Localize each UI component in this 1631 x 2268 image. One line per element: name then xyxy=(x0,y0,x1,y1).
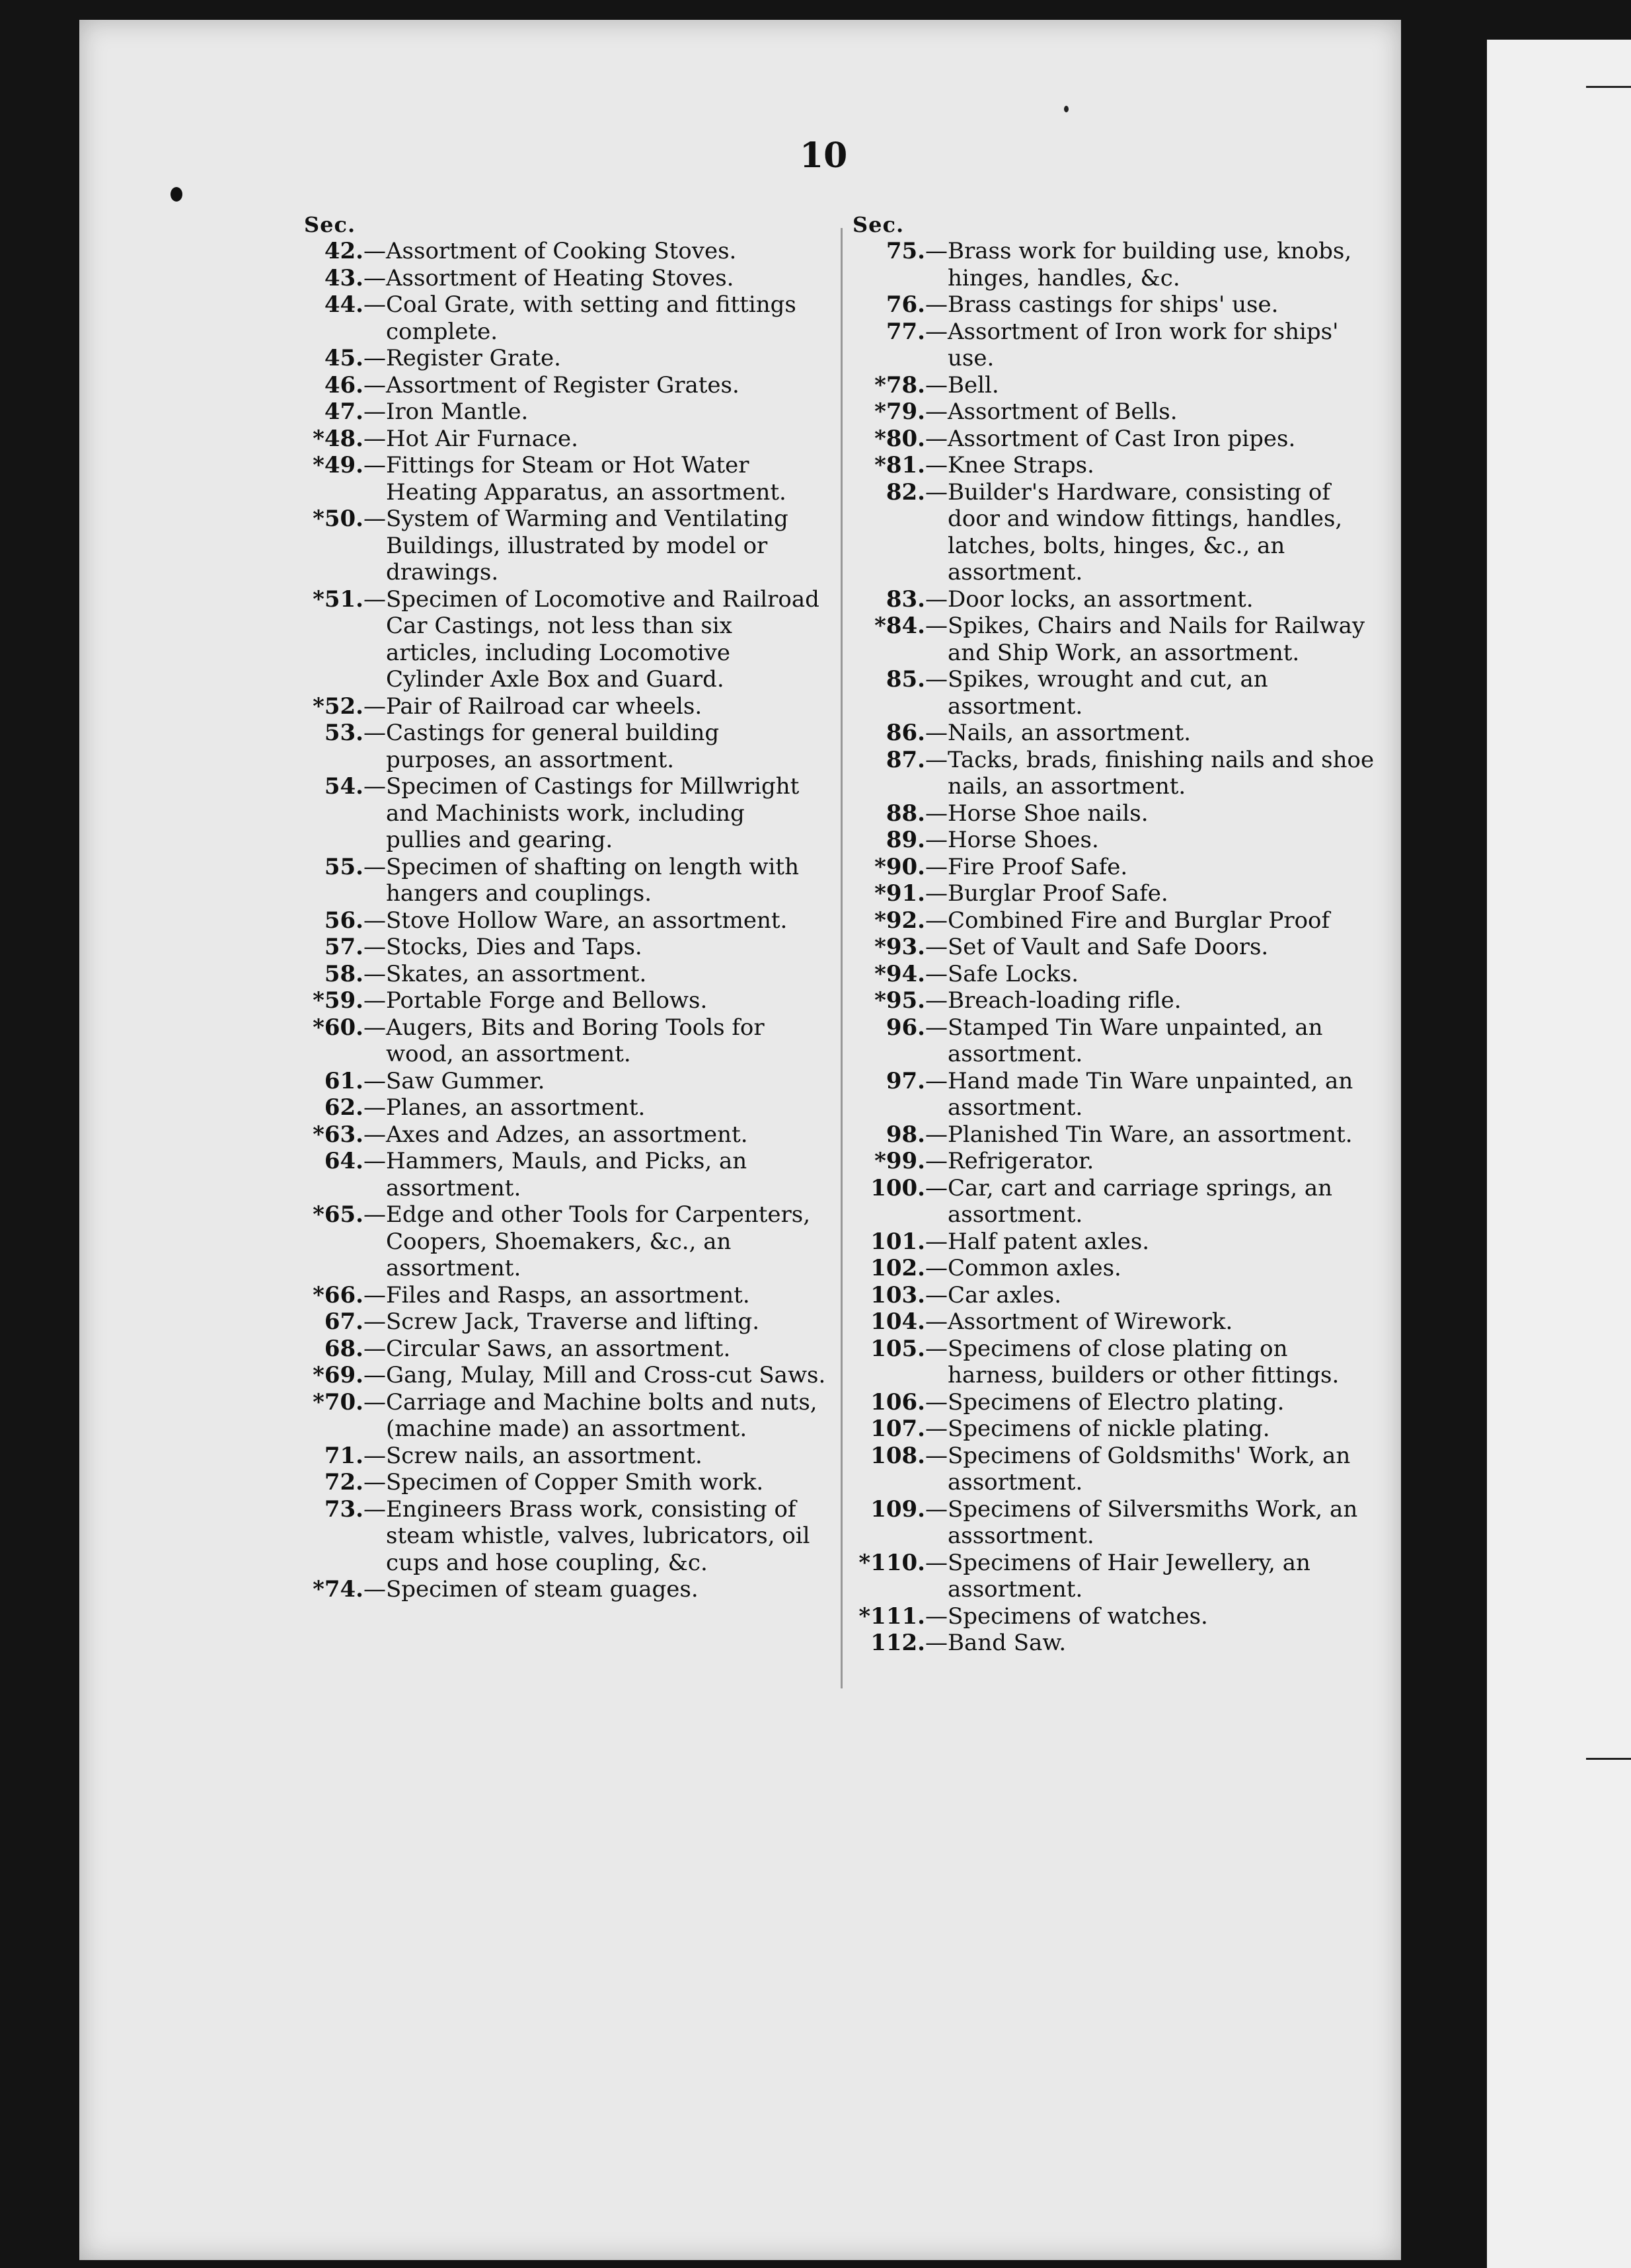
section-number: 108. xyxy=(870,1442,925,1469)
entry-dash: — xyxy=(363,1362,386,1388)
section-text: Specimens of Hair Jewellery, an assortment. xyxy=(948,1549,1310,1603)
entry-dash: — xyxy=(363,1335,386,1362)
section-text: Spikes, wrought and cut, an assortment. xyxy=(948,666,1268,720)
section-text: Bell. xyxy=(948,371,999,398)
section-entry xyxy=(304,1201,826,1282)
section-text: Builder's Hardware, consisting of door and window fittings, handles, latches, bolts, hinges, &c., an assortment. xyxy=(948,478,1343,586)
section-number: 98. xyxy=(886,1121,925,1148)
entry-dash: — xyxy=(925,318,948,345)
entry-dash: — xyxy=(925,720,948,746)
section-entry xyxy=(853,961,1381,988)
entry-dash: — xyxy=(363,720,386,746)
section-text: Gang, Mulay, Mill and Cross-cut Saws. xyxy=(386,1362,826,1388)
section-text: Pair of Railroad car wheels. xyxy=(386,693,702,720)
entry-dash: — xyxy=(925,1335,948,1362)
entry-dash: — xyxy=(925,934,948,960)
section-text: Breach-loading rifle. xyxy=(948,987,1182,1014)
entry-dash: — xyxy=(363,1308,386,1335)
section-entry xyxy=(304,586,826,693)
section-entry xyxy=(853,613,1381,666)
entry-dash: — xyxy=(925,478,948,506)
entry-dash: — xyxy=(925,613,948,639)
section-number: 82. xyxy=(886,478,925,506)
section-number: 46. xyxy=(324,371,363,398)
section-entry xyxy=(304,1362,826,1389)
entry-dash: — xyxy=(925,425,948,452)
section-text: Coal Grate, with setting and fittings complete. xyxy=(386,291,796,345)
section-text: Portable Forge and Bellows. xyxy=(386,987,708,1014)
section-text: Screw nails, an assortment. xyxy=(386,1442,702,1469)
section-text: Specimens of watches. xyxy=(948,1603,1208,1630)
section-text: Specimens of nickle plating. xyxy=(948,1416,1270,1442)
section-entry xyxy=(853,291,1381,319)
entry-dash: — xyxy=(363,1014,386,1041)
section-entry xyxy=(304,398,826,426)
section-number: 68. xyxy=(324,1335,363,1362)
entry-dash: — xyxy=(363,960,386,987)
entry-dash: — xyxy=(925,1281,948,1308)
entry-dash: — xyxy=(363,1576,386,1603)
section-entry xyxy=(304,693,826,720)
section-entry xyxy=(304,1336,826,1363)
entry-dash: — xyxy=(363,506,386,532)
section-number: *80. xyxy=(874,425,925,452)
section-entry xyxy=(304,1282,826,1309)
section-number: *78. xyxy=(874,371,925,398)
section-text: Specimen of steam guages. xyxy=(386,1576,699,1603)
section-text: Tacks, brads, finishing nails and shoe nails, an assortment. xyxy=(948,746,1375,800)
entry-dash: — xyxy=(925,1416,948,1442)
section-number: 53. xyxy=(324,720,363,746)
entry-dash: — xyxy=(363,371,386,398)
entry-dash: — xyxy=(925,907,948,934)
entry-dash: — xyxy=(925,1067,948,1094)
section-entry xyxy=(853,319,1381,372)
entry-dash: — xyxy=(363,987,386,1014)
section-text: Door locks, an assortment. xyxy=(948,586,1254,613)
entry-dash: — xyxy=(363,693,386,720)
section-number: *70. xyxy=(313,1388,363,1416)
section-number: 55. xyxy=(324,853,363,880)
section-number: 104. xyxy=(870,1308,925,1335)
section-entry xyxy=(853,238,1381,291)
section-entry xyxy=(853,907,1381,934)
section-entry xyxy=(304,1576,826,1603)
entry-dash: — xyxy=(925,1549,948,1576)
entry-dash: — xyxy=(925,1388,948,1416)
section-entry xyxy=(853,1443,1381,1496)
section-number: *94. xyxy=(874,960,925,987)
section-text: Carriage and Machine bolts and nuts, (machine made) an assortment. xyxy=(386,1388,817,1442)
section-number: *110. xyxy=(858,1549,925,1576)
entry-dash: — xyxy=(925,1255,948,1281)
entry-dash: — xyxy=(363,853,386,880)
section-text: Axes and Adzes, an assortment. xyxy=(386,1121,748,1148)
section-entry xyxy=(853,372,1381,399)
section-entry xyxy=(853,586,1381,613)
column-divider xyxy=(841,228,843,1688)
section-number: 42. xyxy=(324,238,363,264)
section-text: Edge and other Tools for Carpenters, Coopers, Shoemakers, &c., an assortment. xyxy=(386,1201,811,1281)
section-number: 83. xyxy=(886,586,925,613)
section-text: Band Saw. xyxy=(948,1630,1067,1656)
section-entry xyxy=(304,934,826,961)
section-number: 96. xyxy=(886,1014,925,1041)
section-entry xyxy=(853,666,1381,720)
section-entry xyxy=(304,1443,826,1470)
section-text: Assortment of Heating Stoves. xyxy=(386,264,734,291)
section-entry xyxy=(853,1228,1381,1256)
section-text: Car, cart and carriage springs, an assortment. xyxy=(948,1174,1333,1228)
section-entry xyxy=(304,1094,826,1121)
section-entry xyxy=(304,291,826,345)
entry-dash: — xyxy=(363,1121,386,1148)
section-entry xyxy=(304,720,826,773)
section-text: Stocks, Dies and Taps. xyxy=(386,934,642,960)
section-text: Specimens of Electro plating. xyxy=(948,1388,1285,1416)
entry-dash: — xyxy=(925,746,948,773)
section-text: Assortment of Cast Iron pipes. xyxy=(948,425,1296,452)
section-entry xyxy=(304,506,826,586)
section-text: Burglar Proof Safe. xyxy=(948,880,1168,907)
section-entry xyxy=(853,1550,1381,1603)
entry-dash: — xyxy=(925,1148,948,1174)
section-number: *92. xyxy=(874,907,925,934)
section-entry xyxy=(304,265,826,292)
section-number: *79. xyxy=(874,398,925,425)
entry-dash: — xyxy=(925,1442,948,1469)
section-number: 75. xyxy=(886,238,925,264)
section-number: 77. xyxy=(886,318,925,345)
section-number: 103. xyxy=(870,1281,925,1308)
section-text: Specimen of Castings for Millwright and Machinists work, including pullies and gearing. xyxy=(386,773,800,853)
section-text: Specimens of close plating on harness, builders or other fittings. xyxy=(948,1335,1340,1388)
page-edge-mark xyxy=(1586,86,1631,88)
entry-dash: — xyxy=(925,291,948,318)
section-number: *50. xyxy=(313,506,363,532)
section-number: 58. xyxy=(324,960,363,987)
entry-dash: — xyxy=(925,452,948,478)
section-text: Nails, an assortment. xyxy=(948,720,1192,746)
entry-dash: — xyxy=(363,1281,386,1308)
section-number: 72. xyxy=(324,1469,363,1495)
section-entry xyxy=(853,398,1381,426)
section-text: Assortment of Iron work for ships' use. xyxy=(948,318,1339,371)
section-number: 45. xyxy=(324,345,363,371)
section-entry xyxy=(853,1148,1381,1175)
section-entry xyxy=(304,1121,826,1149)
entry-dash: — xyxy=(363,264,386,291)
section-number: 97. xyxy=(886,1067,925,1094)
section-text: Combined Fire and Burglar Proof xyxy=(948,907,1330,934)
section-entry xyxy=(853,479,1381,586)
section-entry xyxy=(304,426,826,453)
entry-dash: — xyxy=(925,1121,948,1148)
entry-dash: — xyxy=(925,666,948,693)
section-number: *93. xyxy=(874,934,925,960)
section-entry xyxy=(853,1014,1381,1068)
entry-dash: — xyxy=(925,827,948,853)
section-entry xyxy=(304,1308,826,1336)
right-entry-list xyxy=(853,238,1381,1657)
section-text: Castings for general building purposes, an assortment. xyxy=(386,720,720,773)
section-number: 67. xyxy=(324,1308,363,1335)
entry-dash: — xyxy=(363,345,386,371)
section-entry xyxy=(853,827,1381,854)
section-number: *84. xyxy=(874,613,925,639)
section-number: *51. xyxy=(313,586,363,613)
section-text: Brass work for building use, knobs, hinges, handles, &c. xyxy=(948,238,1352,291)
entry-dash: — xyxy=(925,880,948,907)
section-text: Common axles. xyxy=(948,1255,1121,1281)
right-column xyxy=(853,211,1381,1657)
section-entry xyxy=(853,1389,1381,1416)
section-entry xyxy=(853,854,1381,881)
entry-dash: — xyxy=(363,907,386,934)
section-number: 105. xyxy=(870,1335,925,1362)
section-number: 76. xyxy=(886,291,925,318)
section-number: 56. xyxy=(324,907,363,934)
section-number: *90. xyxy=(874,853,925,880)
section-entry xyxy=(304,987,826,1014)
section-text: Assortment of Wirework. xyxy=(948,1308,1233,1335)
section-text: Skates, an assortment. xyxy=(386,960,647,987)
section-text: Hammers, Mauls, and Picks, an assortment. xyxy=(386,1148,747,1201)
section-text: Fittings for Steam or Hot Water Heating Apparatus, an assortment. xyxy=(386,452,786,506)
section-text: Specimen of Copper Smith work. xyxy=(386,1469,764,1495)
entry-dash: — xyxy=(363,238,386,264)
entry-dash: — xyxy=(925,1495,948,1523)
section-entry xyxy=(853,1336,1381,1389)
section-text: Horse Shoe nails. xyxy=(948,800,1149,827)
section-text: Spikes, Chairs and Nails for Railway and Ship Work, an assortment. xyxy=(948,613,1365,666)
section-number: 102. xyxy=(870,1255,925,1281)
entry-dash: — xyxy=(363,398,386,425)
section-entry xyxy=(304,961,826,988)
section-entry xyxy=(304,907,826,934)
section-entry xyxy=(304,1496,826,1577)
section-number: 100. xyxy=(870,1174,925,1201)
section-text: Planished Tin Ware, an assortment. xyxy=(948,1121,1353,1148)
section-text: Hot Air Furnace. xyxy=(386,425,578,452)
section-entry xyxy=(304,1389,826,1443)
section-number: *95. xyxy=(874,987,925,1014)
section-entry xyxy=(853,880,1381,907)
section-number: 101. xyxy=(870,1228,925,1255)
section-text: Set of Vault and Safe Doors. xyxy=(948,934,1269,960)
section-text: Assortment of Cooking Stoves. xyxy=(386,238,737,264)
right-column-header: Sec. xyxy=(853,212,905,237)
entry-dash: — xyxy=(925,1228,948,1255)
adjacent-page-edge xyxy=(1487,40,1631,2268)
entry-dash: — xyxy=(363,1067,386,1094)
section-number: 112. xyxy=(870,1630,925,1656)
left-entry-list xyxy=(304,238,826,1603)
section-entry xyxy=(853,1603,1381,1630)
section-entry xyxy=(304,345,826,372)
section-number: 106. xyxy=(870,1388,925,1416)
entry-dash: — xyxy=(925,1014,948,1041)
section-text: Planes, an assortment. xyxy=(386,1094,646,1121)
section-entry xyxy=(853,747,1381,800)
entry-dash: — xyxy=(925,1630,948,1656)
section-text: Stove Hollow Ware, an assortment. xyxy=(386,907,788,934)
section-entry xyxy=(304,372,826,399)
section-number: 57. xyxy=(324,934,363,960)
section-number: 88. xyxy=(886,800,925,827)
section-number: *63. xyxy=(313,1121,363,1148)
section-entry xyxy=(853,934,1381,961)
left-column-header: Sec. xyxy=(304,212,356,237)
section-number: 61. xyxy=(324,1067,363,1094)
section-entry xyxy=(853,426,1381,453)
entry-dash: — xyxy=(363,1442,386,1469)
left-column xyxy=(304,211,826,1603)
entry-dash: — xyxy=(925,960,948,987)
section-text: Iron Mantle. xyxy=(386,398,529,425)
entry-dash: — xyxy=(925,987,948,1014)
section-entry xyxy=(853,1175,1381,1228)
entry-dash: — xyxy=(363,1388,386,1416)
section-text: Specimen of shafting on length with hangers and couplings. xyxy=(386,853,799,907)
section-text: Assortment of Bells. xyxy=(948,398,1178,425)
ink-blot xyxy=(171,187,182,202)
section-number: *99. xyxy=(874,1148,925,1174)
section-text: Specimens of Goldsmiths' Work, an assortment. xyxy=(948,1442,1351,1495)
section-text: Engineers Brass work, consisting of steam whistle, valves, lubricators, oil cups and hose coupling, &c. xyxy=(386,1495,810,1576)
section-number: 89. xyxy=(886,827,925,853)
section-text: Brass castings for ships' use. xyxy=(948,291,1279,318)
section-number: *48. xyxy=(313,425,363,452)
section-text: Horse Shoes. xyxy=(948,827,1099,853)
section-number: *69. xyxy=(313,1362,363,1388)
section-text: Files and Rasps, an assortment. xyxy=(386,1281,750,1308)
section-text: Knee Straps. xyxy=(948,452,1094,478)
section-entry xyxy=(304,1014,826,1068)
section-text: Specimen of Locomotive and Railroad Car Castings, not less than six articles, including Locomotive Cylinder Axle Box and Guard. xyxy=(386,586,819,693)
section-number: *65. xyxy=(313,1201,363,1228)
page-number: 10 xyxy=(800,135,848,176)
entry-dash: — xyxy=(363,1094,386,1121)
entry-dash: — xyxy=(363,586,386,613)
section-number: 87. xyxy=(886,746,925,773)
section-entry xyxy=(853,987,1381,1014)
entry-dash: — xyxy=(363,1495,386,1523)
section-number: 71. xyxy=(324,1442,363,1469)
entry-dash: — xyxy=(363,773,386,800)
section-number: 54. xyxy=(324,773,363,800)
section-number: *74. xyxy=(313,1576,363,1603)
section-number: 107. xyxy=(870,1416,925,1442)
section-number: *49. xyxy=(313,452,363,478)
section-entry xyxy=(853,452,1381,479)
entry-dash: — xyxy=(925,238,948,264)
entry-dash: — xyxy=(925,371,948,398)
section-number: 85. xyxy=(886,666,925,693)
section-number: *66. xyxy=(313,1281,363,1308)
section-entry xyxy=(304,1068,826,1095)
section-number: 43. xyxy=(324,264,363,291)
section-text: Half patent axles. xyxy=(948,1228,1150,1255)
section-number: 62. xyxy=(324,1094,363,1121)
entry-dash: — xyxy=(925,1603,948,1630)
section-number: *111. xyxy=(858,1603,925,1630)
section-text: System of Warming and Ventilating Buildings, illustrated by model or drawings. xyxy=(386,506,788,586)
section-text: Car axles. xyxy=(948,1281,1062,1308)
section-text: Hand made Tin Ware unpainted, an assortment. xyxy=(948,1067,1353,1121)
entry-dash: — xyxy=(363,452,386,478)
entry-dash: — xyxy=(925,586,948,613)
section-text: Safe Locks. xyxy=(948,960,1079,987)
entry-dash: — xyxy=(363,291,386,318)
section-number: 47. xyxy=(324,398,363,425)
section-text: Refrigerator. xyxy=(948,1148,1094,1174)
section-number: *91. xyxy=(874,880,925,907)
section-entry xyxy=(853,1282,1381,1309)
section-text: Augers, Bits and Boring Tools for wood, an assortment. xyxy=(386,1014,765,1067)
section-number: *59. xyxy=(313,987,363,1014)
section-text: Stamped Tin Ware unpainted, an assortment. xyxy=(948,1014,1323,1067)
section-number: *52. xyxy=(313,693,363,720)
entry-dash: — xyxy=(363,425,386,452)
entry-dash: — xyxy=(925,1174,948,1201)
section-number: *60. xyxy=(313,1014,363,1041)
section-entry xyxy=(853,1068,1381,1121)
section-text: Screw Jack, Traverse and lifting. xyxy=(386,1308,760,1335)
entry-dash: — xyxy=(363,1469,386,1495)
section-entry xyxy=(304,854,826,907)
section-entry xyxy=(853,1416,1381,1443)
section-entry xyxy=(304,1469,826,1496)
ink-speck xyxy=(1064,106,1069,112)
entry-dash: — xyxy=(363,934,386,960)
section-number: *81. xyxy=(874,452,925,478)
entry-dash: — xyxy=(363,1148,386,1174)
section-text: Register Grate. xyxy=(386,345,561,371)
section-entry xyxy=(304,773,826,854)
section-text: Specimens of Silversmiths Work, an asssortment. xyxy=(948,1495,1358,1549)
entry-dash: — xyxy=(363,1201,386,1228)
section-number: 86. xyxy=(886,720,925,746)
section-text: Saw Gummer. xyxy=(386,1067,545,1094)
section-number: 44. xyxy=(324,291,363,318)
section-entry xyxy=(304,1148,826,1201)
section-number: 73. xyxy=(324,1495,363,1523)
section-entry xyxy=(304,238,826,265)
section-text: Circular Saws, an assortment. xyxy=(386,1335,731,1362)
section-entry xyxy=(853,1630,1381,1657)
entry-dash: — xyxy=(925,853,948,880)
section-entry xyxy=(304,452,826,506)
section-entry xyxy=(853,1496,1381,1550)
page-edge-mark xyxy=(1586,1758,1631,1760)
section-text: Assortment of Register Grates. xyxy=(386,371,740,398)
section-entry xyxy=(853,1121,1381,1149)
section-number: 64. xyxy=(324,1148,363,1174)
entry-dash: — xyxy=(925,800,948,827)
section-entry xyxy=(853,720,1381,747)
entry-dash: — xyxy=(925,398,948,425)
entry-dash: — xyxy=(925,1308,948,1335)
section-entry xyxy=(853,800,1381,827)
section-text: Fire Proof Safe. xyxy=(948,853,1128,880)
section-entry xyxy=(853,1255,1381,1282)
section-entry xyxy=(853,1308,1381,1336)
section-number: 109. xyxy=(870,1495,925,1523)
